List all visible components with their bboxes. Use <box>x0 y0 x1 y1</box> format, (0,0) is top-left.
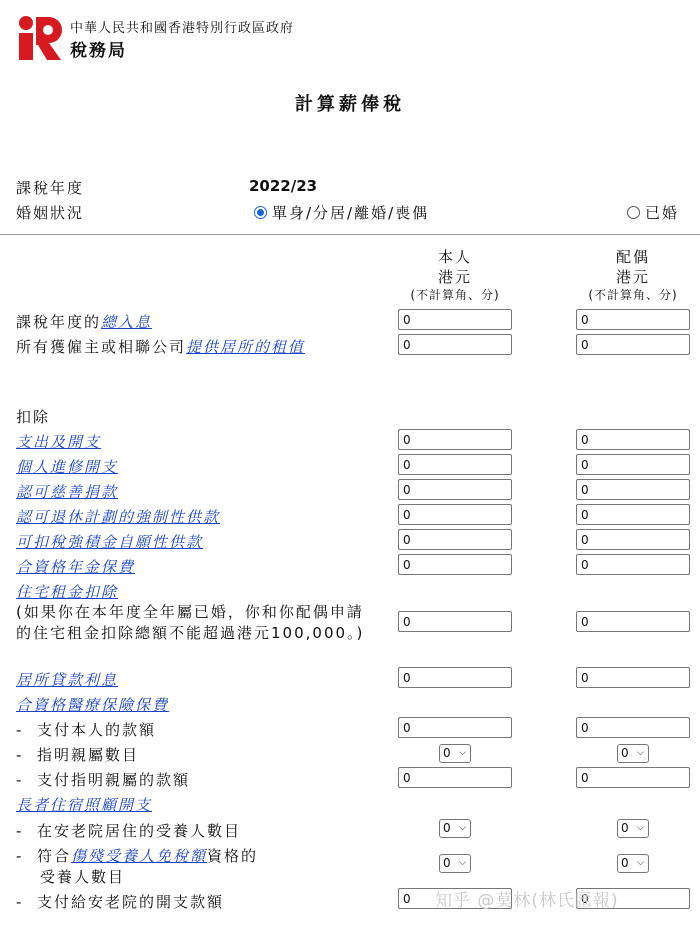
radio-selected-icon[interactable] <box>254 206 267 219</box>
marital-option-single[interactable]: 單身/分居/離婚/喪偶 <box>254 202 429 223</box>
total-income-label: 課稅年度的總入息 <box>16 313 153 331</box>
chevron-down-icon: ⌵ <box>459 823 466 833</box>
ird-logo <box>12 14 62 60</box>
total-income-spouse-input[interactable] <box>576 309 690 330</box>
mpf-voluntary-self-input[interactable] <box>398 529 512 550</box>
home-loan-spouse-input[interactable] <box>576 667 690 688</box>
marital-label: 婚姻狀況 <box>16 204 85 222</box>
expenses-self-input[interactable] <box>398 429 512 450</box>
disabled-count-spouse-select[interactable]: 0 ⌵ <box>617 854 649 873</box>
vhis-dependants-paid-spouse-input[interactable] <box>576 767 690 788</box>
elderly-paid-label: - 支付給安老院的開支款額 <box>16 893 224 911</box>
disabled-dependant-label-line2: 受養人數目 <box>40 868 126 886</box>
rent-self-input[interactable] <box>398 611 512 632</box>
elderly-care-link[interactable]: 長者住宿照顧開支 <box>16 796 153 814</box>
vhis-dependants-paid-label: - 支付指明親屬的款額 <box>16 771 190 789</box>
vhis-dependants-spouse-select[interactable]: 0 ⌵ <box>617 744 649 763</box>
vhis-dependants-self-select[interactable]: 0 ⌵ <box>439 744 471 763</box>
home-loan-link[interactable]: 居所貸款利息 <box>16 671 119 689</box>
chevron-down-icon: ⌵ <box>459 858 466 868</box>
quarters-label: 所有獲僱主或相聯公司提供居所的租值 <box>16 338 306 356</box>
mpf-voluntary-link[interactable]: 可扣稅強積金自願性供款 <box>16 533 204 551</box>
expenses-spouse-input[interactable] <box>576 429 690 450</box>
year-label: 課稅年度 <box>16 179 85 197</box>
disabled-count-self-select[interactable]: 0 ⌵ <box>439 854 471 873</box>
radio-unselected-icon[interactable] <box>627 206 640 219</box>
self-education-self-input[interactable] <box>398 454 512 475</box>
vhis-link[interactable]: 合資格醫療保險保費 <box>16 696 170 714</box>
home-loan-self-input[interactable] <box>398 667 512 688</box>
mpf-voluntary-spouse-input[interactable] <box>576 529 690 550</box>
mpf-mandatory-spouse-input[interactable] <box>576 504 690 525</box>
org-name-line2: 稅務局 <box>70 41 127 61</box>
quarters-spouse-input[interactable] <box>576 334 690 355</box>
donations-spouse-input[interactable] <box>576 479 690 500</box>
vhis-self-spouse-input[interactable] <box>576 717 690 738</box>
self-education-spouse-input[interactable] <box>576 454 690 475</box>
annuity-spouse-input[interactable] <box>576 554 690 575</box>
donations-self-input[interactable] <box>398 479 512 500</box>
rent-spouse-input[interactable] <box>576 611 690 632</box>
annuity-self-input[interactable] <box>398 554 512 575</box>
total-income-self-input[interactable] <box>398 309 512 330</box>
total-income-link[interactable]: 總入息 <box>101 313 153 331</box>
vhis-self-label: - 支付本人的款額 <box>16 721 156 739</box>
annuity-link[interactable]: 合資格年金保費 <box>16 558 136 576</box>
column-header-self: 本人 港元 (不計算角、分) <box>410 248 500 302</box>
self-education-link[interactable]: 個人進修開支 <box>16 458 119 476</box>
disabled-dependant-label: - 符合傷殘受養人免稅額資格的 <box>16 847 259 865</box>
mpf-mandatory-self-input[interactable] <box>398 504 512 525</box>
donations-link[interactable]: 認可慈善捐款 <box>16 483 119 501</box>
elderly-count-label: - 在安老院居住的受養人數目 <box>16 822 241 840</box>
quarters-link[interactable]: 提供居所的租值 <box>186 338 306 356</box>
chevron-down-icon: ⌵ <box>637 823 644 833</box>
rent-link[interactable]: 住宅租金扣除 <box>16 583 119 601</box>
year-value: 2022/23 <box>249 177 318 195</box>
vhis-self-input[interactable] <box>398 717 512 738</box>
quarters-self-input[interactable] <box>398 334 512 355</box>
mpf-mandatory-link[interactable]: 認可退休計劃的強制性供款 <box>16 508 221 526</box>
disabled-allowance-link[interactable]: 傷殘受養人免稅額 <box>70 847 207 865</box>
vhis-dependants-label: - 指明親屬數目 <box>16 746 139 764</box>
divider <box>0 234 700 235</box>
deductions-heading: 扣除 <box>16 408 51 426</box>
watermark: 知乎 @莫林(林氏匯報) <box>435 891 619 911</box>
marital-option-married[interactable]: 已婚 <box>627 202 679 223</box>
org-name-line1: 中華人民共和國香港特別行政區政府 <box>70 21 295 36</box>
vhis-dependants-paid-self-input[interactable] <box>398 767 512 788</box>
elderly-count-self-select[interactable]: 0 ⌵ <box>439 819 471 838</box>
elderly-count-spouse-select[interactable]: 0 ⌵ <box>617 819 649 838</box>
rent-note: (如果你在本年度全年屬已婚，你和你配偶申請的住宅租金扣除總額不能超過港元100,000。) <box>16 603 365 642</box>
chevron-down-icon: ⌵ <box>459 748 466 758</box>
page-title: 計算薪俸稅 <box>295 94 405 115</box>
expenses-link[interactable]: 支出及開支 <box>16 433 102 451</box>
chevron-down-icon: ⌵ <box>637 858 644 868</box>
column-header-spouse: 配偶 港元 (不計算角、分) <box>588 248 678 302</box>
chevron-down-icon: ⌵ <box>637 748 644 758</box>
